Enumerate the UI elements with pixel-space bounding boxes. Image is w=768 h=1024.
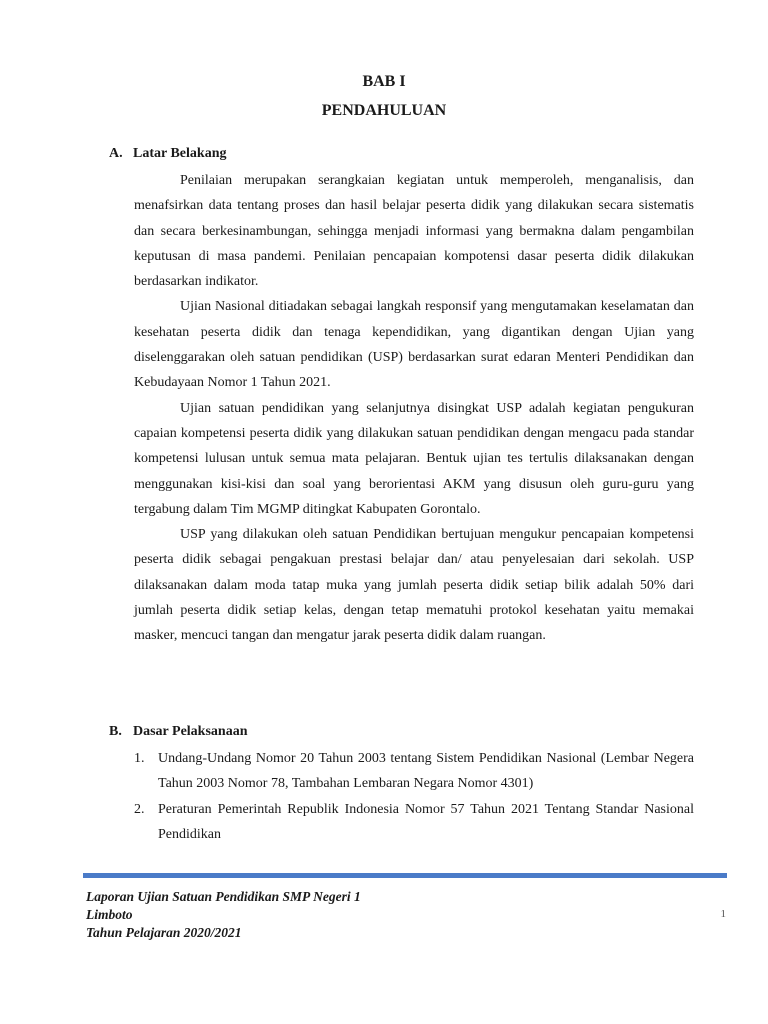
list-item-text: Undang-Undang Nomor 20 Tahun 2003 tentang Sistem Pendidikan Nasional (Lembar Negera Tahun 2003 Nomor 78, Tambahan Lembaran Negara Nomor 4301) [158, 751, 694, 792]
paragraph: Ujian Nasional ditiadakan sebagai langkah responsif yang mengutamakan keselamatan dan kesehatan peserta didik dan tenaga kependidikan, yang digantikan dengan Ujian yang diselenggarakan oleh satuan pendidikan (USP) berdasarkan surat edaran Menteri Pendidikan dan Kebudayaan Nomor 1 Tahun 2021. [134, 299, 694, 391]
section-a-body [134, 168, 694, 649]
section-a-label: Latar Belakang [133, 146, 227, 161]
list-item-number: 1. [134, 751, 145, 766]
footer [86, 888, 506, 942]
section-b-letter: B. [109, 724, 122, 739]
legal-basis-list [134, 746, 694, 847]
chapter-title: PENDAHULUAN [321, 102, 447, 119]
section-a-title [109, 146, 226, 162]
footer-divider [83, 873, 727, 878]
paragraph: USP yang dilakukan oleh satuan Pendidikan bertujuan mengukur pencapaian kompetensi peserta didik sebagai pengakuan prestasi belajar dan/ atau penyelesaian dari sekolah. USP dilaksanakan dalam moda tatap muka yang jumlah peserta didik setiap bilik adalah 50% dari jumlah peserta didik setiap kelas, dengan tetap mematuhi protokol kesehatan yaitu memakai masker, mencuci tangan dan mengatur jarak peserta didik dalam ruangan. [134, 527, 694, 644]
footer-line: Laporan Ujian Satuan Pendidikan SMP Negeri 1 [86, 889, 361, 904]
list-item-text: Peraturan Pemerintah Republik Indonesia Nomor 57 Tahun 2021 Tentang Standar Nasional Pendidikan [158, 801, 694, 842]
list-item-number: 2. [134, 801, 145, 817]
chapter-heading: BAB I [362, 73, 406, 90]
section-b-label: Dasar Pelaksanaan [133, 724, 248, 739]
section-a-letter: A. [109, 146, 123, 161]
section-b-title [109, 724, 247, 740]
page-number: 1 [720, 908, 726, 920]
footer-line: Limboto [86, 907, 133, 922]
paragraph: Ujian satuan pendidikan yang selanjutnya disingkat USP adalah kegiatan pengukuran capaian kompetensi peserta didik yang dilakukan satuan pendidikan dengan mengacu pada standar kompetensi lulusan untuk semua mata pelajaran. Bentuk ujian tes tertulis dilaksanakan dengan menggunakan kisi-kisi dan soal yang berorientasi AKM yang disusun oleh guru-guru yang tergabung dalam Tim MGMP ditingkat Kabupaten Gorontalo. [134, 400, 694, 517]
footer-line: Tahun Pelajaran 2020/2021 [86, 925, 242, 940]
list-item [134, 797, 694, 848]
list-item [134, 746, 694, 797]
paragraph: Penilaian merupakan serangkaian kegiatan untuk memperoleh, menganalisis, dan menafsirkan data tentang proses dan hasil belajar peserta didik yang dilakukan secara sistematis dan secara berkesinambungan, sehingga menjadi informasi yang bermakna dalam pengambilan keputusan di masa pandemi. Penilaian pencapaian kompotensi dasar peserta didik dilakukan berdasarkan indikator. [134, 173, 694, 290]
